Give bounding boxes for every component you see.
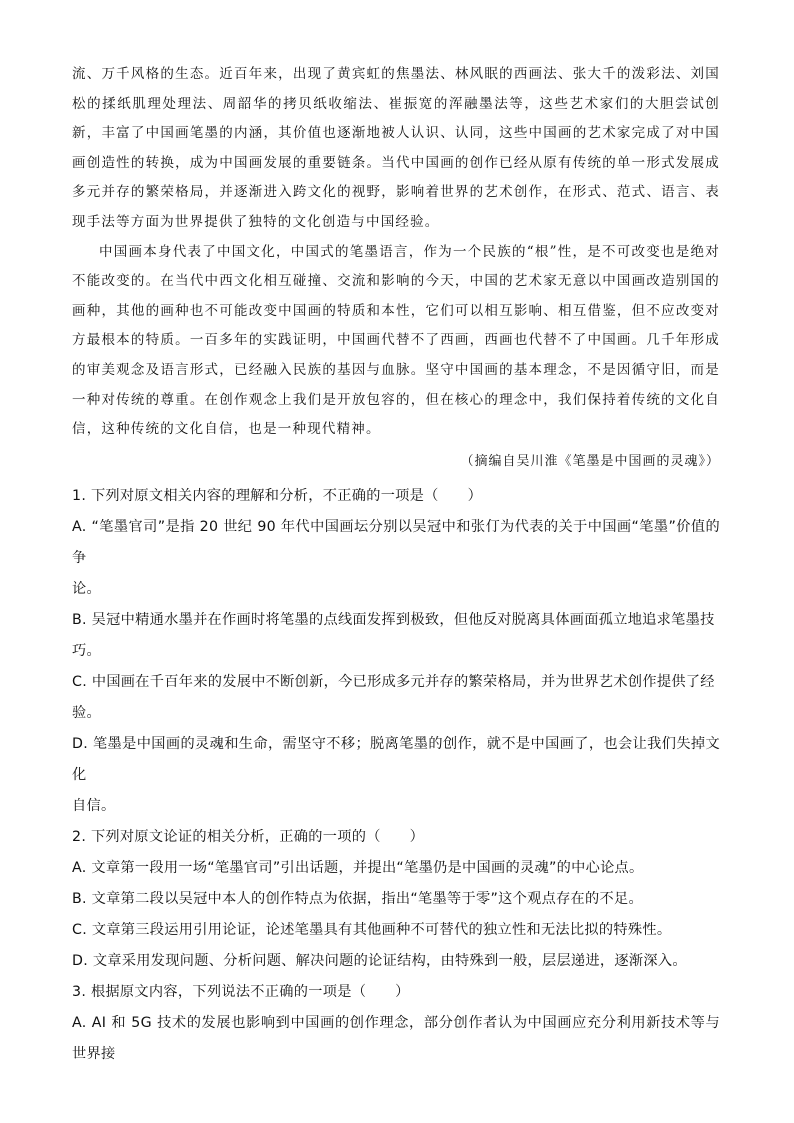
question-list (72, 481, 720, 1070)
question-2 (72, 822, 720, 977)
option-text-continued: 自信。 (72, 797, 116, 814)
question-stem: 3. 根据原文内容，下列说法不正确的一项是（ ） (72, 983, 410, 1000)
question-stem: 1. 下列对原文相关内容的理解和分析，不正确的一项是（ ） (72, 487, 483, 504)
question-stem: 2. 下列对原文论证的相关分析，正确的一项的（ ） (72, 828, 425, 845)
option-c: C. 文章第三段运用引用论证，论述笔墨具有其他画种不可替代的独立性和无法比拟的特殊性。 (72, 921, 672, 938)
passage-paragraph-2: 中国画本身代表了中国文化，中国式的笔墨语言，作为一个民族的“根”性，是不可改变也是绝对不能改变的。在当代中西文化相互碰撞、交流和影响的今天，中国的艺术家无意以中国画改造别国的画种，其他的画种也不可能改变中国画的特质和本性，它们可以相互影响、相互借鉴，但不应改变对方最根本的特质。一百多年的实践证明，中国画代替不了西画，西画也代替不了中国画。几千年形成的审美观念及语言形式，已经融入民族的基因与血脉。坚守中国画的基本理念，不是因循守旧，而是一种对传统的尊重。在创作观念上我们是开放包容的，但在核心的理念中，我们保持着传统的文化自信，这种传统的文化自信，也是一种现代精神。 (72, 243, 720, 438)
option-a: A. 文章第一段用一场“笔墨官司”引出话题，并提出“笔墨仍是中国画的灵魂”的中心论点。 (72, 859, 644, 876)
option-text-continued: 论。 (72, 580, 101, 597)
option-c (72, 667, 720, 729)
option-text: A. “笔墨官司”是指 20 世纪 90 年代中国画坛分别以吴冠中和张仃为代表的关于中国画“笔墨”价值的争 (72, 518, 720, 566)
option-text-continued: 巧。 (72, 642, 101, 659)
document-page (72, 60, 720, 1070)
question-1 (72, 481, 720, 822)
option-text: B. 吴冠中精通水墨并在作画时将笔墨的点线面发挥到极致，但他反对脱离具体画面孤立地追求笔墨技 (72, 611, 715, 628)
option-text: D. 笔墨是中国画的灵魂和生命，需坚守不移；脱离笔墨的创作，就不是中国画了，也会让我们失掉文化 (72, 735, 720, 783)
option-d: D. 文章采用发现问题、分析问题、解决问题的论证结构，由特殊到一般，层层递进，逐渐深入。 (72, 952, 687, 969)
passage-citation: （摘编自吴川淮《笔墨是中国画的灵魂》） (460, 453, 720, 469)
option-b: B. 文章第二段以吴冠中本人的创作特点为依据，指出“笔墨等于零”这个观点存在的不足。 (72, 890, 643, 907)
passage-paragraph-1: 流、万千风格的生态。近百年来，出现了黄宾虹的焦墨法、林风眠的西画法、张大千的泼彩法、刘国松的揉纸肌理处理法、周韶华的拷贝纸收缩法、崔振宽的浑融墨法等，这些艺术家们的大胆尝试创新，丰富了中国画笔墨的内涵，其价值也逐渐地被人认识、认同，这些中国画的艺术家完成了对中国画创造性的转换，成为中国画发展的重要链条。当代中国画的创作已经从原有传统的单一形式发展成多元并存的繁荣格局，并逐渐进入跨文化的视野，影响着世界的艺术创作，在形式、范式、语言、表现手法等方面为世界提供了独特的文化创造与中国经验。 (72, 66, 720, 230)
option-text-continued: 验。 (72, 704, 101, 721)
option-a (72, 512, 720, 605)
option-d (72, 729, 720, 822)
option-a: A. AI 和 5G 技术的发展也影响到中国画的创作理念，部分创作者认为中国画应充分利用新技术等与世界接 (72, 1014, 720, 1062)
option-text: C. 中国画在千百年来的发展中不断创新，今已形成多元并存的繁荣格局，并为世界艺术创作提供了经 (72, 673, 715, 690)
option-b (72, 605, 720, 667)
question-3 (72, 977, 720, 1070)
